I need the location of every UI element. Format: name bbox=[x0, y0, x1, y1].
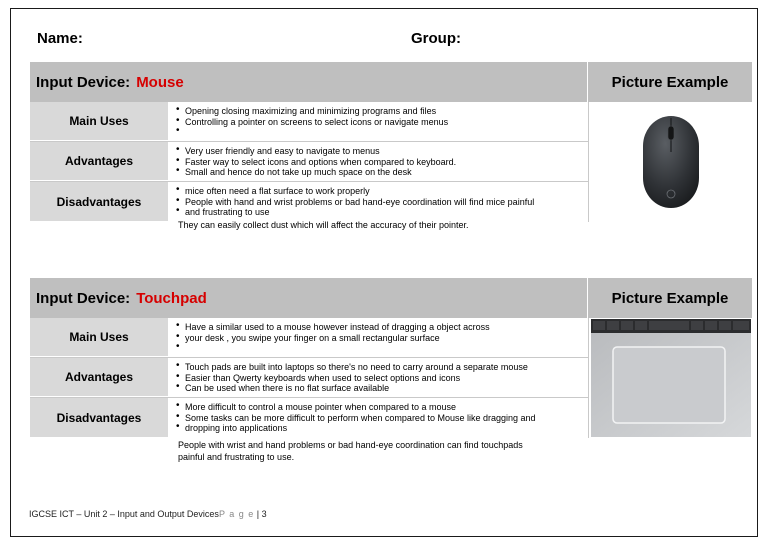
list-item: • Small and hence do not take up much space on the desk bbox=[176, 167, 588, 178]
list-item: • Very user friendly and easy to navigate to menus bbox=[176, 146, 588, 157]
list-item: • Easier than Qwerty keyboards when used to select options and icons bbox=[176, 373, 588, 384]
list-item: • Have a similar used to a mouse however instead of dragging a object across bbox=[176, 322, 588, 333]
mouse-title bbox=[30, 62, 588, 102]
device-prefix: Input Device: bbox=[36, 73, 131, 91]
list-item: • More difficult to control a mouse pointer when compared to a mouse bbox=[176, 402, 588, 413]
list-item: • Some tasks can be more difficult to perform when compared to Mouse like dragging and bbox=[176, 413, 588, 424]
row-label: Advantages bbox=[30, 358, 168, 397]
touchpad-header-row bbox=[30, 278, 752, 318]
row-label: Main Uses bbox=[30, 318, 168, 357]
touchpad-table bbox=[30, 278, 752, 462]
list-item: • Can be used when there is no flat surface available bbox=[176, 383, 588, 394]
mouse-header-row bbox=[30, 62, 752, 102]
group-label: Group: bbox=[411, 30, 461, 47]
mouse-table bbox=[30, 62, 752, 230]
list-item: • People with hand and wrist problems or bad hand-eye coordination will find mice painful bbox=[176, 197, 588, 208]
disadvantages-row bbox=[30, 398, 588, 438]
list-item: • mice often need a flat surface to work properly bbox=[176, 186, 588, 197]
footer-text: IGCSE ICT – Unit 2 – Input and Output Devices bbox=[29, 509, 219, 519]
overflow-text: People with wrist and hand problems or bad hand-eye coordination can find touchpads bbox=[178, 440, 523, 450]
name-label: Name: bbox=[37, 30, 83, 47]
device-name: Touchpad bbox=[136, 289, 207, 307]
list-item: • Opening closing maximizing and minimizing programs and files bbox=[176, 106, 588, 117]
list-item: • dropping into applications bbox=[176, 423, 588, 434]
list-item: • Touch pads are built into laptops so there's no need to carry around a separate mouse bbox=[176, 362, 588, 373]
disadvantages-row bbox=[30, 182, 588, 222]
row-label: Disadvantages bbox=[30, 182, 168, 222]
mouse-picture bbox=[588, 102, 752, 222]
advantages-row bbox=[30, 142, 588, 182]
picture-example-header: Picture Example bbox=[611, 289, 729, 307]
row-label: Disadvantages bbox=[30, 398, 168, 438]
page-word: P a g e bbox=[218, 509, 255, 519]
list-item: • Controlling a pointer on screens to select icons or navigate menus bbox=[176, 117, 588, 128]
device-name: Mouse bbox=[136, 73, 184, 91]
list-item: • and frustrating to use bbox=[176, 207, 588, 218]
list-item: • your desk , you swipe your finger on a small rectangular surface bbox=[176, 333, 588, 344]
mouse-image bbox=[635, 112, 707, 212]
main-uses-row bbox=[30, 318, 588, 358]
touchpad-picture bbox=[588, 318, 752, 438]
picture-example-header: Picture Example bbox=[611, 73, 729, 91]
overflow-text: painful and frustrating to use. bbox=[178, 452, 295, 462]
list-item: • Faster way to select icons and options when compared to keyboard. bbox=[176, 157, 588, 168]
device-prefix: Input Device: bbox=[36, 289, 131, 307]
page-footer bbox=[29, 509, 267, 519]
main-uses-row bbox=[30, 102, 588, 142]
advantages-row bbox=[30, 358, 588, 398]
row-label: Main Uses bbox=[30, 102, 168, 141]
touchpad-title bbox=[30, 278, 588, 318]
page-number: | 3 bbox=[254, 509, 267, 519]
touchpad-image bbox=[591, 319, 751, 437]
row-label: Advantages bbox=[30, 142, 168, 181]
overflow-text: They can easily collect dust which will affect the accuracy of their pointer. bbox=[178, 220, 469, 230]
